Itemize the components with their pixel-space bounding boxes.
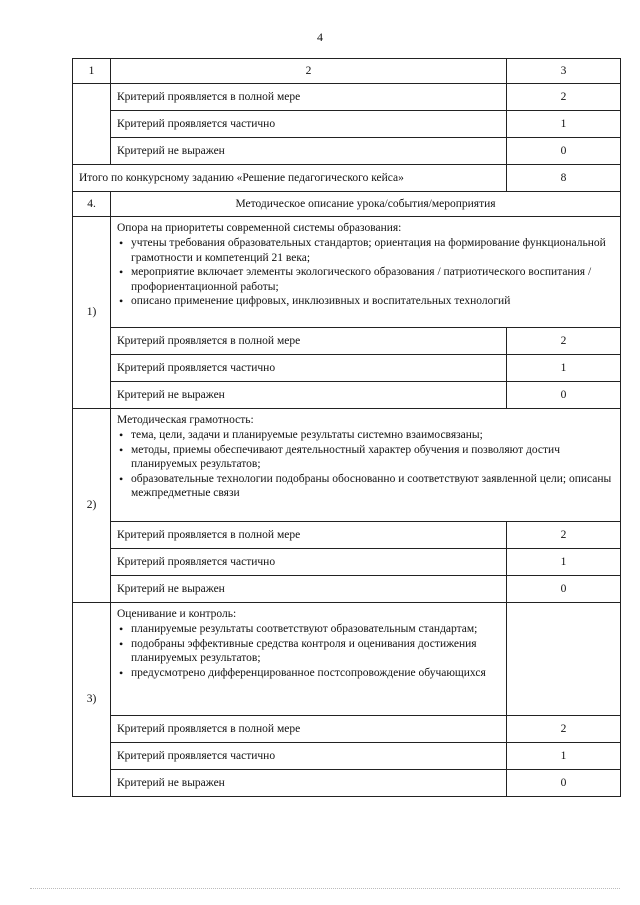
- list-item: • планируемые результаты соответствуют образовательным стандартам;: [117, 622, 500, 636]
- header-col-1: 1: [73, 59, 111, 84]
- criterion-label: Критерий проявляется в полной мере: [111, 522, 507, 549]
- page-number: 4: [317, 30, 323, 44]
- bullet-list: [117, 622, 500, 680]
- criterion-score: 2: [507, 328, 621, 355]
- block-description: [111, 217, 621, 328]
- list-item: • методы, приемы обеспечивают деятельностный характер обучения и позволяют достич: [117, 443, 614, 457]
- total-value: 8: [507, 165, 621, 192]
- criterion-score: 0: [507, 576, 621, 603]
- table-row: [73, 576, 621, 603]
- block-number: 1): [73, 217, 111, 409]
- list-item: • образовательные технологии подобраны обоснованно и соответствуют заявленной цели; описаны межпредметные связи: [117, 472, 614, 501]
- criterion-label: Критерий проявляется частично: [111, 355, 507, 382]
- table-header-row: [73, 59, 621, 84]
- empty-score-cell: [507, 603, 621, 716]
- section-row: [73, 192, 621, 217]
- criterion-label: Критерий не выражен: [111, 138, 507, 165]
- criterion-score: 2: [507, 716, 621, 743]
- criterion-score: 0: [507, 382, 621, 409]
- table-row: [73, 355, 621, 382]
- table-row: [73, 382, 621, 409]
- header-col-2: 2: [111, 59, 507, 84]
- section-title: Методическое описание урока/события/мероприятия: [111, 192, 621, 217]
- table-row: [73, 549, 621, 576]
- criterion-label: Критерий не выражен: [111, 576, 507, 603]
- block-number: 3): [73, 603, 111, 797]
- number-cell: [73, 84, 111, 165]
- criterion-score: 1: [507, 111, 621, 138]
- bullet-list: [117, 236, 614, 308]
- table-row: [73, 603, 621, 716]
- criterion-label: Критерий не выражен: [111, 770, 507, 797]
- criterion-label: Критерий проявляется в полной мере: [111, 328, 507, 355]
- criterion-score: 1: [507, 743, 621, 770]
- list-item: • мероприятие включает элементы экологического образования / патриотического воспитания / профориентационной работы;: [117, 265, 614, 294]
- criterion-score: 2: [507, 522, 621, 549]
- scan-artifact-line: [30, 888, 620, 890]
- table-row: [73, 522, 621, 549]
- bullet-list: [117, 428, 614, 500]
- table-row: [73, 217, 621, 328]
- evaluation-table: [72, 58, 621, 797]
- criterion-label: Критерий проявляется в полной мере: [111, 716, 507, 743]
- list-item: • подобраны эффективные средства контроля и оценивания достижения планируемых результатов;: [117, 637, 500, 666]
- criterion-label: Критерий не выражен: [111, 382, 507, 409]
- list-item: • предусмотрено дифференцированное постсопровождение обучающихся: [117, 666, 500, 680]
- criterion-score: 1: [507, 549, 621, 576]
- criterion-score: 2: [507, 84, 621, 111]
- list-item: • тема, цели, задачи и планируемые результаты системно взаимосвязаны;: [117, 428, 614, 442]
- block-description: [111, 603, 507, 716]
- table-row: [73, 111, 621, 138]
- list-item-continuation: планируемых результатов;: [131, 458, 261, 471]
- block-title: Опора на приоритеты современной системы образования:: [117, 222, 402, 234]
- criterion-label: Критерий проявляется в полной мере: [111, 84, 507, 111]
- total-label: Итого по конкурсному заданию «Решение педагогического кейса»: [73, 165, 507, 192]
- criterion-label: Критерий проявляется частично: [111, 111, 507, 138]
- criterion-score: 0: [507, 770, 621, 797]
- table-row: [73, 770, 621, 797]
- section-number: 4.: [73, 192, 111, 217]
- table-row: [73, 328, 621, 355]
- table-row: [73, 743, 621, 770]
- table-row: [73, 409, 621, 522]
- table-row: [73, 138, 621, 165]
- block-description: [111, 409, 621, 522]
- criterion-score: 0: [507, 138, 621, 165]
- total-row: [73, 165, 621, 192]
- list-item: • учтены требования образовательных стандартов; ориентация на формирование функциональной грамотности и компетенций 21 века;: [117, 236, 614, 265]
- list-item: • описано применение цифровых, инклюзивных и воспитательных технологий: [117, 294, 614, 308]
- block-title: Методическая грамотность:: [117, 414, 254, 426]
- table-row: [73, 84, 621, 111]
- criterion-score: 1: [507, 355, 621, 382]
- criterion-label: Критерий проявляется частично: [111, 743, 507, 770]
- table-row: [73, 716, 621, 743]
- block-number: 2): [73, 409, 111, 603]
- header-col-3: 3: [507, 59, 621, 84]
- criterion-label: Критерий проявляется частично: [111, 549, 507, 576]
- block-title: Оценивание и контроль:: [117, 608, 237, 620]
